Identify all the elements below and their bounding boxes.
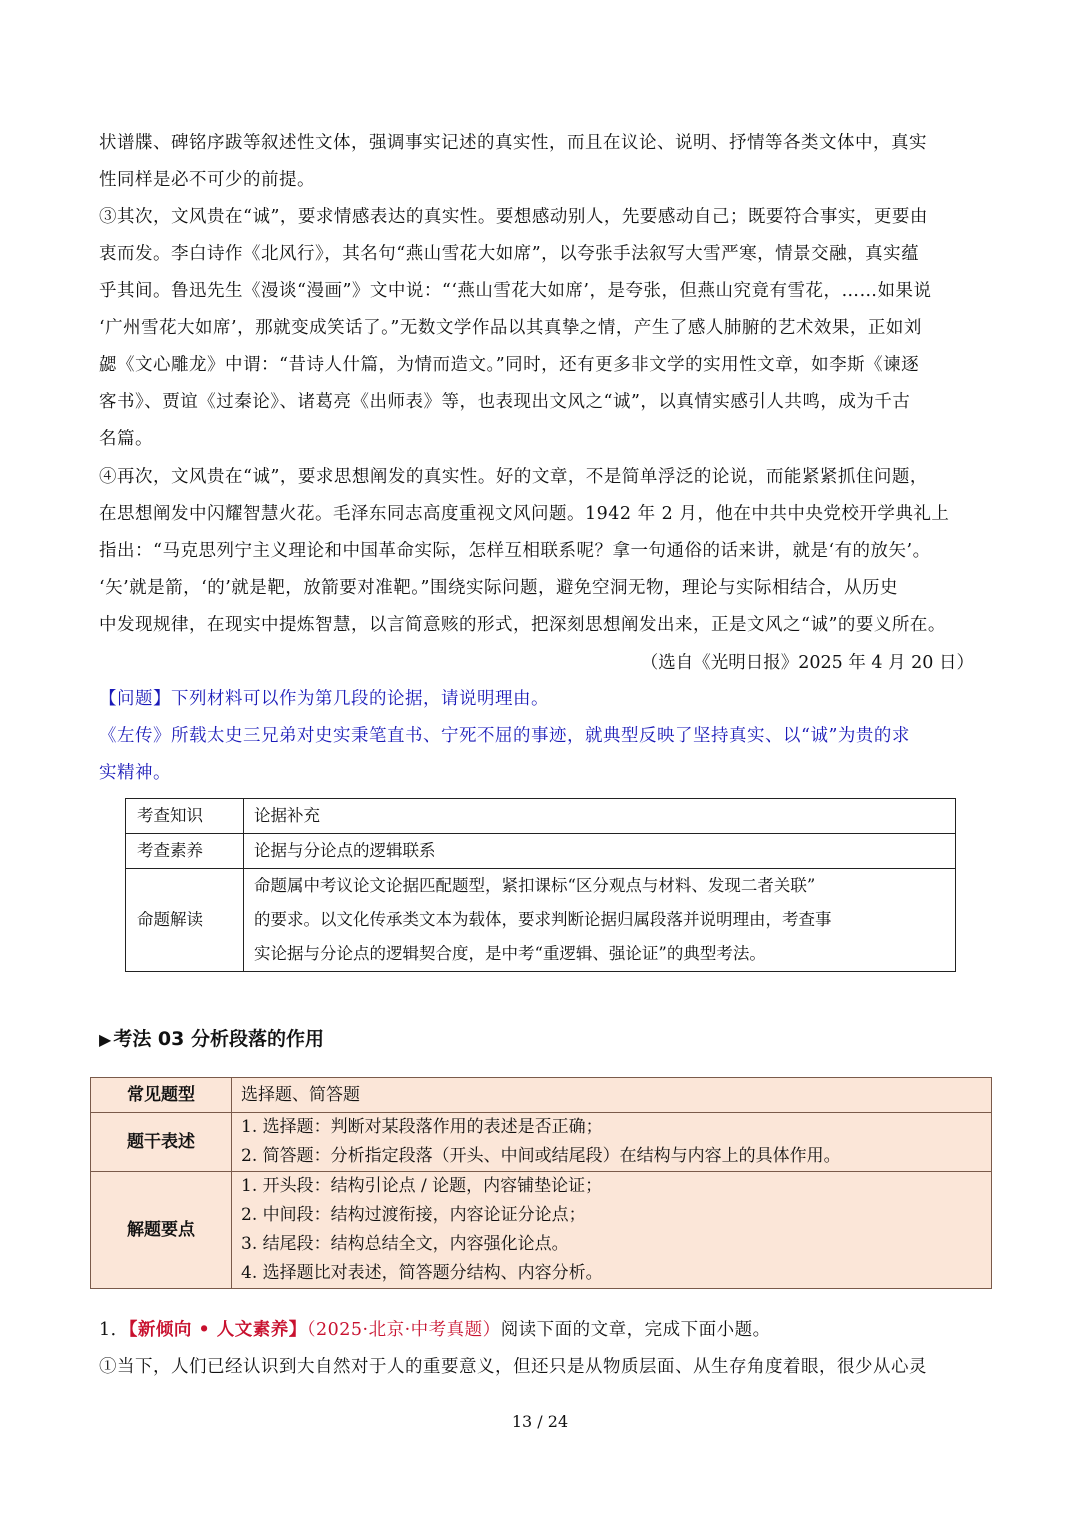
- exercise-paragraph-line: ①当下，人们已经认识到大自然对于人的重要意义，但还只是从物质层面、从生存角度着眼，很少从心灵: [99, 1357, 927, 1377]
- paragraph-3-line: 乎其间。鲁迅先生《漫谈“漫画”》文中说：“‘燕山雪花大如席’，是夸张，但燕山究竟有雪花，……如果说: [99, 281, 932, 301]
- exercise-instruction: 阅读下面的文章，完成下面小题。: [500, 1320, 771, 1340]
- table-value-line: 命题属中考议论文论据匹配题型，紧扣课标“区分观点与材料、发现二者关联”: [254, 876, 816, 895]
- paragraph-4-line: ‘矢’就是箭，‘的’就是靶，放箭要对准靶。”围绕实际问题，避免空洞无物，理论与实际相结合，从历史: [99, 578, 898, 598]
- table-value: [232, 1113, 992, 1172]
- answer-line: 实精神。: [99, 763, 171, 783]
- table-value: [232, 1172, 992, 1289]
- page-number: 13 / 24: [511, 1412, 569, 1431]
- section-heading: [99, 1024, 324, 1051]
- question-label: 【问题】: [99, 689, 171, 709]
- table-row: [91, 1113, 992, 1172]
- table-value-line: 3. 结尾段：结构总结全文，内容强化论点。: [241, 1234, 569, 1254]
- table-row: [91, 1172, 992, 1289]
- table-key: 题干表述: [91, 1113, 232, 1172]
- table-value: 论据补充: [244, 799, 956, 834]
- table-key: 考查素养: [126, 834, 244, 869]
- exercise-number: 1．: [99, 1320, 129, 1340]
- table-key: 常见题型: [91, 1078, 232, 1113]
- answer-line: 《左传》所载太史三兄弟对史实秉笔直书、宁死不屈的事迹，就典型反映了坚持真实、以“诚”为贵的求: [99, 726, 910, 746]
- paragraph-3-line: ‘广州雪花大如席’，那就变成笑话了。”无数文学作品以其真挚之情，产生了感人肺腑的艺术效果，正如刘: [99, 318, 922, 338]
- table-value-line: 2. 简答题：分析指定段落（开头、中间或结尾段）在结构与内容上的具体作用。: [241, 1146, 841, 1166]
- paragraph-line: 性同样是必不可少的前提。: [99, 170, 315, 190]
- table-row: [126, 799, 956, 834]
- paragraph-3-line: 勰《文心雕龙》中谓：“昔诗人什篇，为情而造文。”同时，还有更多非文学的实用性文章，如李斯《谏逐: [99, 355, 920, 375]
- table-value: [244, 869, 956, 972]
- table-row: [91, 1078, 992, 1113]
- table-value-line: 1. 选择题：判断对某段落作用的表述是否正确；: [241, 1117, 603, 1137]
- question-text: 下列材料可以作为第几段的论据，请说明理由。: [171, 689, 549, 709]
- question-line: [99, 681, 983, 718]
- exercise-heading: [99, 1312, 983, 1349]
- method-table: [90, 1077, 992, 1289]
- paragraph-3-line: ③其次，文风贵在“诚”，要求情感表达的真实性。要想感动别人，先要感动自己；既要符合事实，更要由: [99, 207, 928, 227]
- paragraph-4-line: ④再次，文风贵在“诚”，要求思想阐发的真实性。好的文章，不是简单浮泛的论说，而能紧紧抓住问题，: [99, 467, 928, 487]
- table-value-line: 4. 选择题比对表述，简答题分结构、内容分析。: [241, 1263, 603, 1283]
- paragraph-line: 状谱牒、碑铭序跋等叙述性文体，强调事实记述的真实性，而且在议论、说明、抒情等各类文体中，真实: [99, 133, 927, 153]
- table-value: 选择题、简答题: [232, 1078, 992, 1113]
- paragraph-4-line: 指出：“马克思列宁主义理论和中国革命实际，怎样互相联系呢？拿一句通俗的话来讲，就是‘有的放矢’。: [99, 541, 931, 561]
- table-value-line: 1. 开头段：结构引论点 / 论题，内容铺垫论证；: [241, 1176, 603, 1196]
- paragraph-3-line: 客书》、贾谊《过秦论》、诸葛亮《出师表》等，也表现出文风之“诚”，以真情实感引人共鸣，成为千古: [99, 392, 911, 412]
- paragraph-3-line: 名篇。: [99, 429, 153, 449]
- exercise-source: （2025·北京·中考真题）: [306, 1320, 501, 1340]
- paragraph-4-line: 中发现规律，在现实中提炼智慧，以言简意赅的形式，把深刻思想阐发出来，正是文风之“诚”的要义所在。: [99, 615, 946, 635]
- paragraph-3-line: 衷而发。李白诗作《北风行》，其名句“燕山雪花大如席”，以夸张手法叙写大雪严寒，情景交融，真实蕴: [99, 244, 920, 264]
- paragraph-4-line: 在思想阐发中闪耀智慧火花。毛泽东同志高度重视文风问题。1942 年 2 月，他在中共中央党校开学典礼上: [99, 504, 950, 524]
- section-title: 考法 03 分析段落的作用: [113, 1028, 324, 1050]
- table-value-line: 的要求。以文化传承类文本为载体，要求判断论据归属段落并说明理由，考查事: [254, 910, 832, 929]
- table-value: 论据与分论点的逻辑联系: [244, 834, 956, 869]
- table-value-line: 2. 中间段：结构过渡衔接，内容论证分论点；: [241, 1205, 586, 1225]
- source-citation: （选自《光明日报》2025 年 4 月 20 日）: [640, 653, 974, 673]
- table-row: [126, 869, 956, 972]
- table-key: 考查知识: [126, 799, 244, 834]
- table-value-line: 实论据与分论点的逻辑契合度，是中考“重逻辑、强论证”的典型考法。: [254, 944, 766, 963]
- triangle-right-icon: ▶: [99, 1030, 112, 1049]
- table-key: 命题解读: [126, 869, 244, 972]
- table-row: [126, 834, 956, 869]
- analysis-table: [125, 798, 956, 972]
- exercise-tag: 【新倾向 • 人文素养】: [128, 1320, 307, 1340]
- table-key: 解题要点: [91, 1172, 232, 1289]
